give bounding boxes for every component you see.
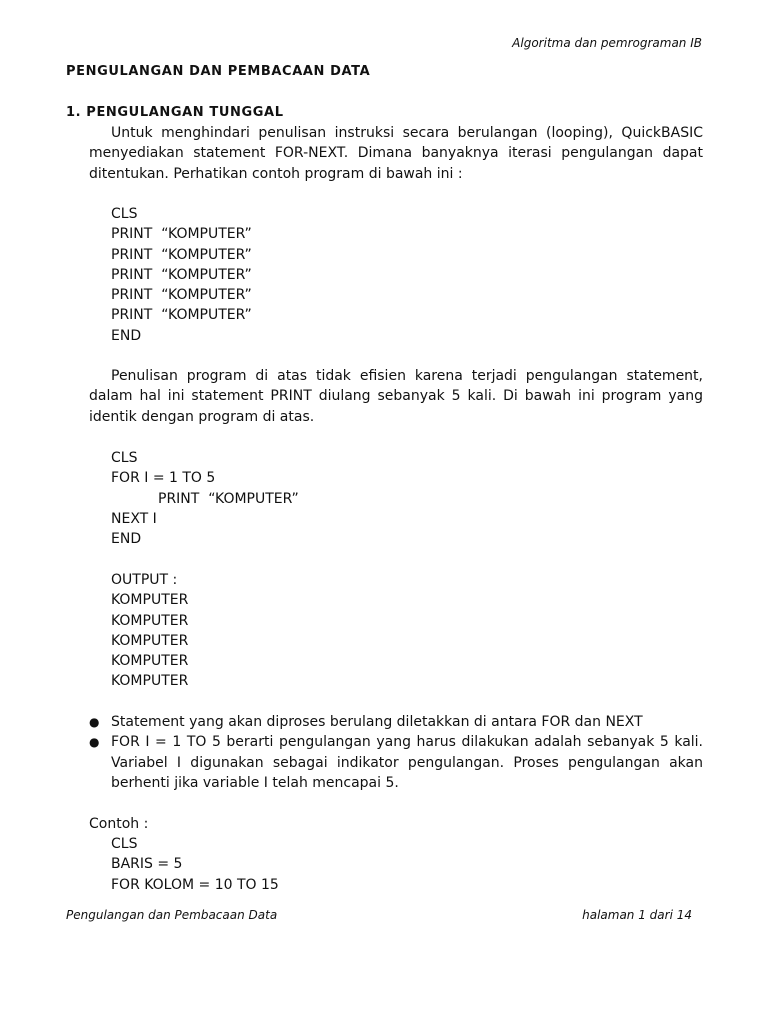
code-line: BARIS = 5 (111, 856, 183, 873)
code-line: CLS (111, 450, 138, 466)
code-line: PRINT “KOMPUTER” (158, 490, 299, 507)
document-title: PENGULANGAN DAN PEMBACAAN DATA (66, 64, 371, 79)
section-title: 1. PENGULANGAN TUNGGAL (66, 105, 284, 120)
code-line: CLS (111, 206, 138, 222)
code-line: END (111, 531, 142, 548)
code-block-1 (111, 204, 252, 346)
code-line: PRINT “KOMPUTER” (111, 307, 252, 324)
output-label: OUTPUT : (111, 572, 178, 588)
code-block-3 (111, 834, 279, 895)
code-line: PRINT “KOMPUTER” (111, 226, 252, 243)
bullet-item (89, 732, 703, 793)
intro-paragraph: Untuk menghindari penulisan instruksi secara berulangan (looping), QuickBASIC menyediakan statement FOR-NEXT. Dimana banyaknya iterasi pengulangan dapat ditentukan. Perhatikan contoh program di bawah ini : (89, 125, 703, 182)
explanation-paragraph: Penulisan program di atas tidak efisien karena terjadi pengulangan statement, dalam hal ini statement PRINT diulang sebanyak 5 kali. Di bawah ini program yang identik dengan program di atas. (89, 368, 703, 425)
bullet-text: FOR I = 1 TO 5 berarti pengulangan yang harus dilakukan adalah sebanyak 5 kali. Variabel I digunakan sebagai indikator pengulangan. Proses pengulangan akan berhenti jika variable I telah mencapai 5. (111, 734, 703, 791)
code-line: NEXT I (111, 510, 157, 527)
code-line: PRINT “KOMPUTER” (111, 266, 252, 283)
code-block-2 (111, 448, 299, 549)
output-block (111, 570, 188, 692)
code-line: FOR I = 1 TO 5 (111, 470, 216, 487)
bullet-icon: ● (89, 735, 100, 750)
output-line: KOMPUTER (111, 592, 189, 609)
page-number: halaman 1 dari 14 (582, 908, 692, 922)
example-label: Contoh : (89, 816, 149, 832)
footer-title: Pengulangan dan Pembacaan Data (66, 908, 278, 922)
bullet-icon: ● (89, 715, 100, 729)
bullet-item (89, 712, 703, 732)
code-line: PRINT “KOMPUTER” (111, 287, 252, 304)
code-line: CLS (111, 836, 138, 852)
page-header: Algoritma dan pemrograman IB (512, 36, 702, 50)
output-line: KOMPUTER (111, 653, 189, 670)
output-line: KOMPUTER (111, 612, 189, 629)
output-line: KOMPUTER (111, 632, 189, 649)
bullet-text: Statement yang akan diproses berulang diletakkan di antara FOR dan NEXT (111, 714, 643, 730)
code-line: PRINT “KOMPUTER” (111, 246, 252, 263)
bullet-list (89, 712, 703, 793)
code-line: FOR KOLOM = 10 TO 15 (111, 876, 279, 893)
code-line: END (111, 327, 142, 344)
output-line: KOMPUTER (111, 673, 189, 690)
